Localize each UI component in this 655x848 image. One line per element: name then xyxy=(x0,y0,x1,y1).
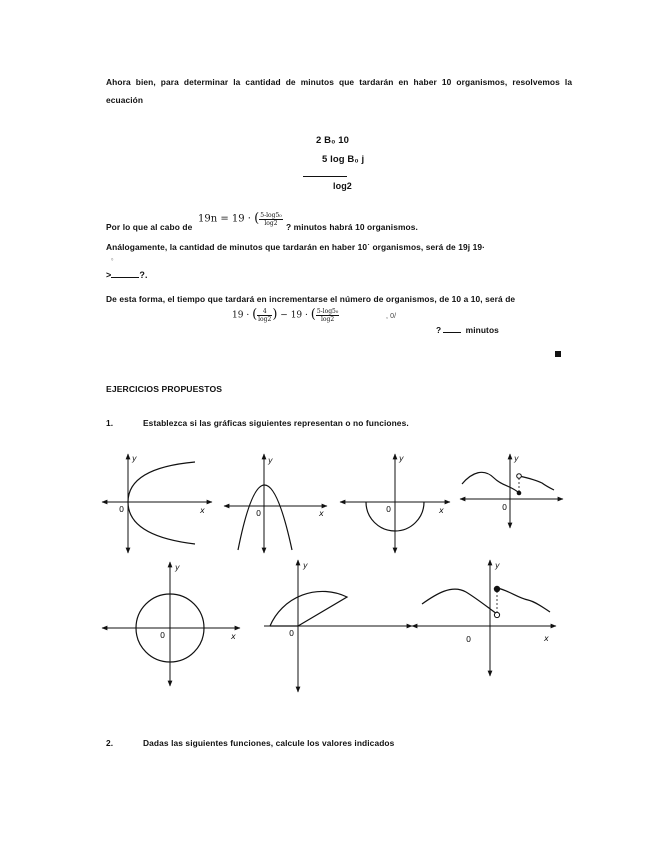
axis-y-label: y xyxy=(303,561,308,570)
graph-circle xyxy=(100,558,245,688)
result3-minutes-label: minutos xyxy=(465,325,499,335)
origin-label: 0 xyxy=(466,635,472,644)
axis-y-label: y xyxy=(175,563,180,572)
graph-circular-sector xyxy=(262,556,417,696)
result1-frac-den: log2 xyxy=(264,219,278,227)
axis-x-label: x xyxy=(231,632,236,641)
origin-label: 0 xyxy=(119,505,125,514)
answer-blank xyxy=(111,277,139,278)
intro-line-2: ecuación xyxy=(106,95,144,105)
result2-arrow-end: ?. xyxy=(139,270,148,280)
origin-label: 0 xyxy=(160,631,166,640)
origin-label: 0 xyxy=(289,629,295,638)
axis-x-label: x xyxy=(439,506,444,515)
result3-frac-a-den: log2 xyxy=(258,315,272,323)
origin-label: 0 xyxy=(502,503,508,512)
exercise-1-number: 1. xyxy=(106,418,114,428)
result1-suffix: ? minutos habrá 10 organismos. xyxy=(286,222,418,232)
section-title: EJERCICIOS PROPUESTOS xyxy=(106,384,223,394)
exercise-2-text: Dadas las siguientes funciones, calcule los valores indicados xyxy=(143,738,395,748)
paren-open: ( xyxy=(254,211,260,226)
result3-frac-a-num: 4 xyxy=(257,308,272,316)
axis-y-label: y xyxy=(495,561,500,570)
result3-fraction-b xyxy=(316,308,339,323)
result3-math-b: − 19 · xyxy=(280,310,308,321)
graph-downward-parabola xyxy=(222,450,332,555)
origin-label: 0 xyxy=(256,509,262,518)
result1-frac-num: 5-log5₀ xyxy=(260,211,282,219)
answer-blank xyxy=(443,332,461,333)
graph-curve-with-jump xyxy=(458,450,568,555)
end-of-proof-square xyxy=(555,351,561,357)
result3-math-a: 19 · xyxy=(232,310,250,321)
result1-math xyxy=(198,208,283,231)
result1-fraction xyxy=(259,212,282,227)
exercise-2-number: 2. xyxy=(106,738,114,748)
result1-prefix: Por lo que al cabo de xyxy=(106,222,193,232)
result3-math xyxy=(232,304,339,327)
paren-open: ( xyxy=(252,307,258,322)
equation-line-2: 5 log B₀ j xyxy=(322,154,365,165)
result3-tail: , 0/ xyxy=(386,313,397,320)
axis-y-label: y xyxy=(132,454,137,463)
graph-curve-with-jump-large xyxy=(410,556,560,691)
result1-math-lead: 19n = 19 · xyxy=(198,213,251,225)
result3-frac-b-num: 5-log5₀ xyxy=(316,307,339,315)
result3-minutes-prefix: ? xyxy=(436,325,442,335)
result2-small-mark: ₀ xyxy=(111,256,114,262)
exercise-1-text: Establezca si las gráficas siguientes representan o no funciones. xyxy=(143,418,409,428)
paren-open: ( xyxy=(310,307,316,322)
axis-x-label: x xyxy=(200,506,205,515)
paren-close: ) xyxy=(272,307,278,322)
graph-sideways-parabola xyxy=(100,450,215,555)
axis-y-label: y xyxy=(514,454,519,463)
axis-x-label: x xyxy=(319,509,324,518)
axis-x-label: x xyxy=(544,634,549,643)
result3-frac-b-den: log2 xyxy=(320,315,335,323)
result2-text: Análogamente, la cantidad de minutos que tardarán en haber 10˙ organismos, será de 19j 19· xyxy=(106,242,486,252)
result3-minutes xyxy=(436,325,499,335)
result3-fraction-a xyxy=(257,308,272,323)
graph-lower-semicircle xyxy=(338,450,453,555)
result3-text: De esta forma, el tiempo que tardará en incrementarse el número de organismos, de 10 a 10, será de xyxy=(106,294,516,304)
axis-y-label: y xyxy=(268,456,273,465)
origin-label: 0 xyxy=(386,505,392,514)
result2-arrow-start: > xyxy=(106,270,112,280)
equation-denominator: log2 xyxy=(333,181,352,191)
equation-fraction-bar xyxy=(303,176,347,177)
equation-line-1: 2 B₀ 10 xyxy=(316,135,349,146)
result2-answer-line xyxy=(106,270,148,280)
intro-line-1: Ahora bien, para determinar la cantidad de minutos que tardarán en haber 10 organismos, resolvemos la xyxy=(106,77,573,87)
axis-y-label: y xyxy=(399,454,404,463)
